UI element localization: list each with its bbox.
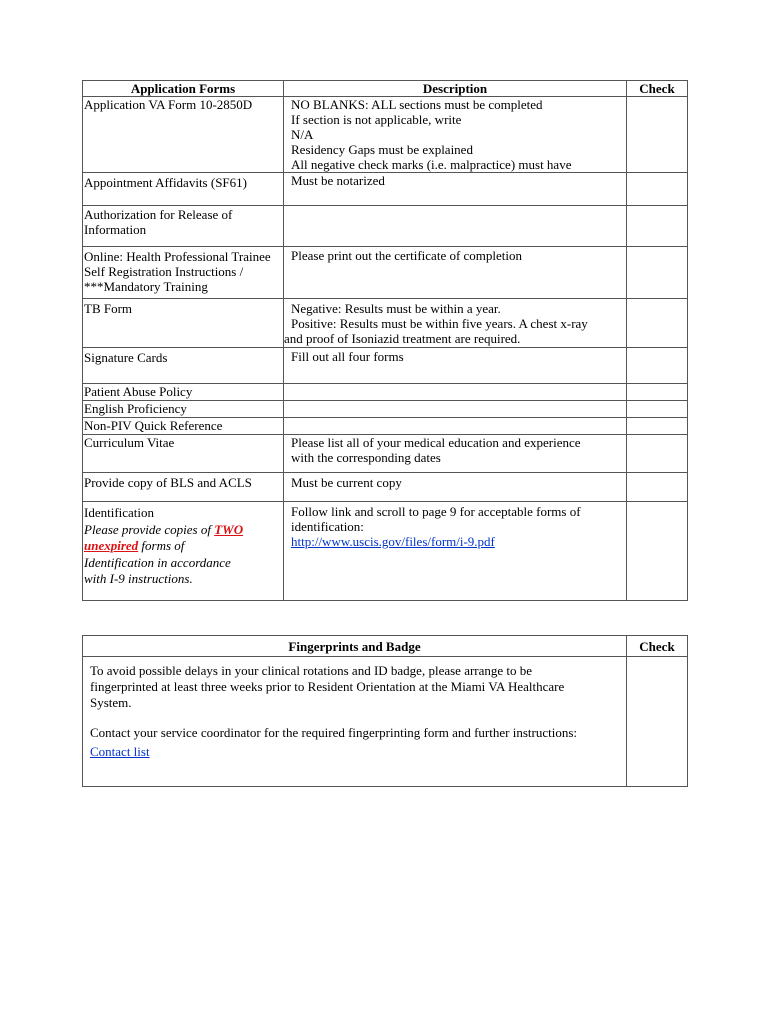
contact-list-link[interactable]: Contact list — [90, 744, 150, 759]
table-row — [83, 418, 688, 435]
form-description — [284, 206, 627, 247]
check-cell[interactable] — [627, 206, 688, 247]
form-name: Authorization for Release of Information — [83, 206, 284, 247]
table-row — [83, 435, 688, 473]
form-description — [284, 418, 627, 435]
table-row — [83, 97, 688, 173]
col-header-check: Check — [627, 81, 688, 97]
form-description: Fill out all four forms — [284, 348, 627, 384]
check-cell[interactable] — [627, 401, 688, 418]
table-row — [83, 299, 688, 348]
check-cell[interactable] — [627, 348, 688, 384]
form-name: Curriculum Vitae — [83, 435, 284, 473]
table-row — [83, 502, 688, 601]
form-description: Must be current copy — [284, 473, 627, 502]
check-cell[interactable] — [627, 473, 688, 502]
check-cell[interactable] — [627, 435, 688, 473]
fingerprints-badge-table — [82, 635, 688, 787]
check-cell[interactable] — [627, 173, 688, 206]
form-description: Must be notarized — [284, 173, 627, 206]
table-row — [83, 348, 688, 384]
form-name: English Proficiency — [83, 401, 284, 418]
check-cell[interactable] — [627, 247, 688, 299]
form-description — [284, 401, 627, 418]
form-description: Follow link and scroll to page 9 for acceptable forms of identification: http://www.uscis.gov/files/form/i-9.pdf — [284, 502, 627, 601]
col-header-forms: Application Forms — [83, 81, 284, 97]
table-row — [83, 401, 688, 418]
form-description: NO BLANKS: ALL sections must be completed If section is not applicable, write N/A Residency Gaps must be explained All negative check marks (i.e. malpractice) must have — [284, 97, 627, 173]
i9-form-link[interactable]: http://www.uscis.gov/files/form/i-9.pdf — [291, 534, 495, 549]
table-row — [83, 247, 688, 299]
form-name: TB Form — [83, 299, 284, 348]
two-emphasis: TWO — [214, 521, 244, 537]
form-name: Non-PIV Quick Reference — [83, 418, 284, 435]
check-cell[interactable] — [627, 299, 688, 348]
fingerprints-instructions: To avoid possible delays in your clinical rotations and ID badge, please arrange to be fingerprinted at least three weeks prior to Resident Orientation at the Miami VA Healthcare System. Contact your service coordinator for the required fingerprinting form and further instructions: Contact list — [83, 657, 627, 787]
check-cell[interactable] — [627, 384, 688, 401]
application-forms-table — [82, 80, 688, 601]
table-row — [83, 473, 688, 502]
table-row — [83, 384, 688, 401]
form-name: Patient Abuse Policy — [83, 384, 284, 401]
check-cell[interactable] — [627, 657, 688, 787]
check-cell[interactable] — [627, 97, 688, 173]
form-name: Application VA Form 10-2850D — [83, 97, 284, 173]
form-description: Negative: Results must be within a year. Positive: Results must be within five years. A chest x-ray and proof of Isoniazid treatment are required. — [284, 299, 627, 348]
form-description — [284, 384, 627, 401]
form-name: Appointment Affidavits (SF61) — [83, 173, 284, 206]
table-row — [83, 173, 688, 206]
table-row — [83, 206, 688, 247]
unexpired-emphasis: unexpired — [84, 538, 139, 553]
col-header-check: Check — [627, 636, 688, 657]
form-description: Please list all of your medical education and experience with the corresponding dates — [284, 435, 627, 473]
form-name: Online: Health Professional Trainee Self Registration Instructions / ***Mandatory Training — [83, 247, 284, 299]
form-name: Identification Please provide copies of TWO unexpired forms of Identification in accordance with I-9 instructions. — [83, 502, 284, 601]
check-cell[interactable] — [627, 502, 688, 601]
form-name: Provide copy of BLS and ACLS — [83, 473, 284, 502]
col-header-description: Description — [284, 81, 627, 97]
check-cell[interactable] — [627, 418, 688, 435]
form-name: Signature Cards — [83, 348, 284, 384]
col-header-fingerprints: Fingerprints and Badge — [83, 636, 627, 657]
form-description: Please print out the certificate of completion — [284, 247, 627, 299]
